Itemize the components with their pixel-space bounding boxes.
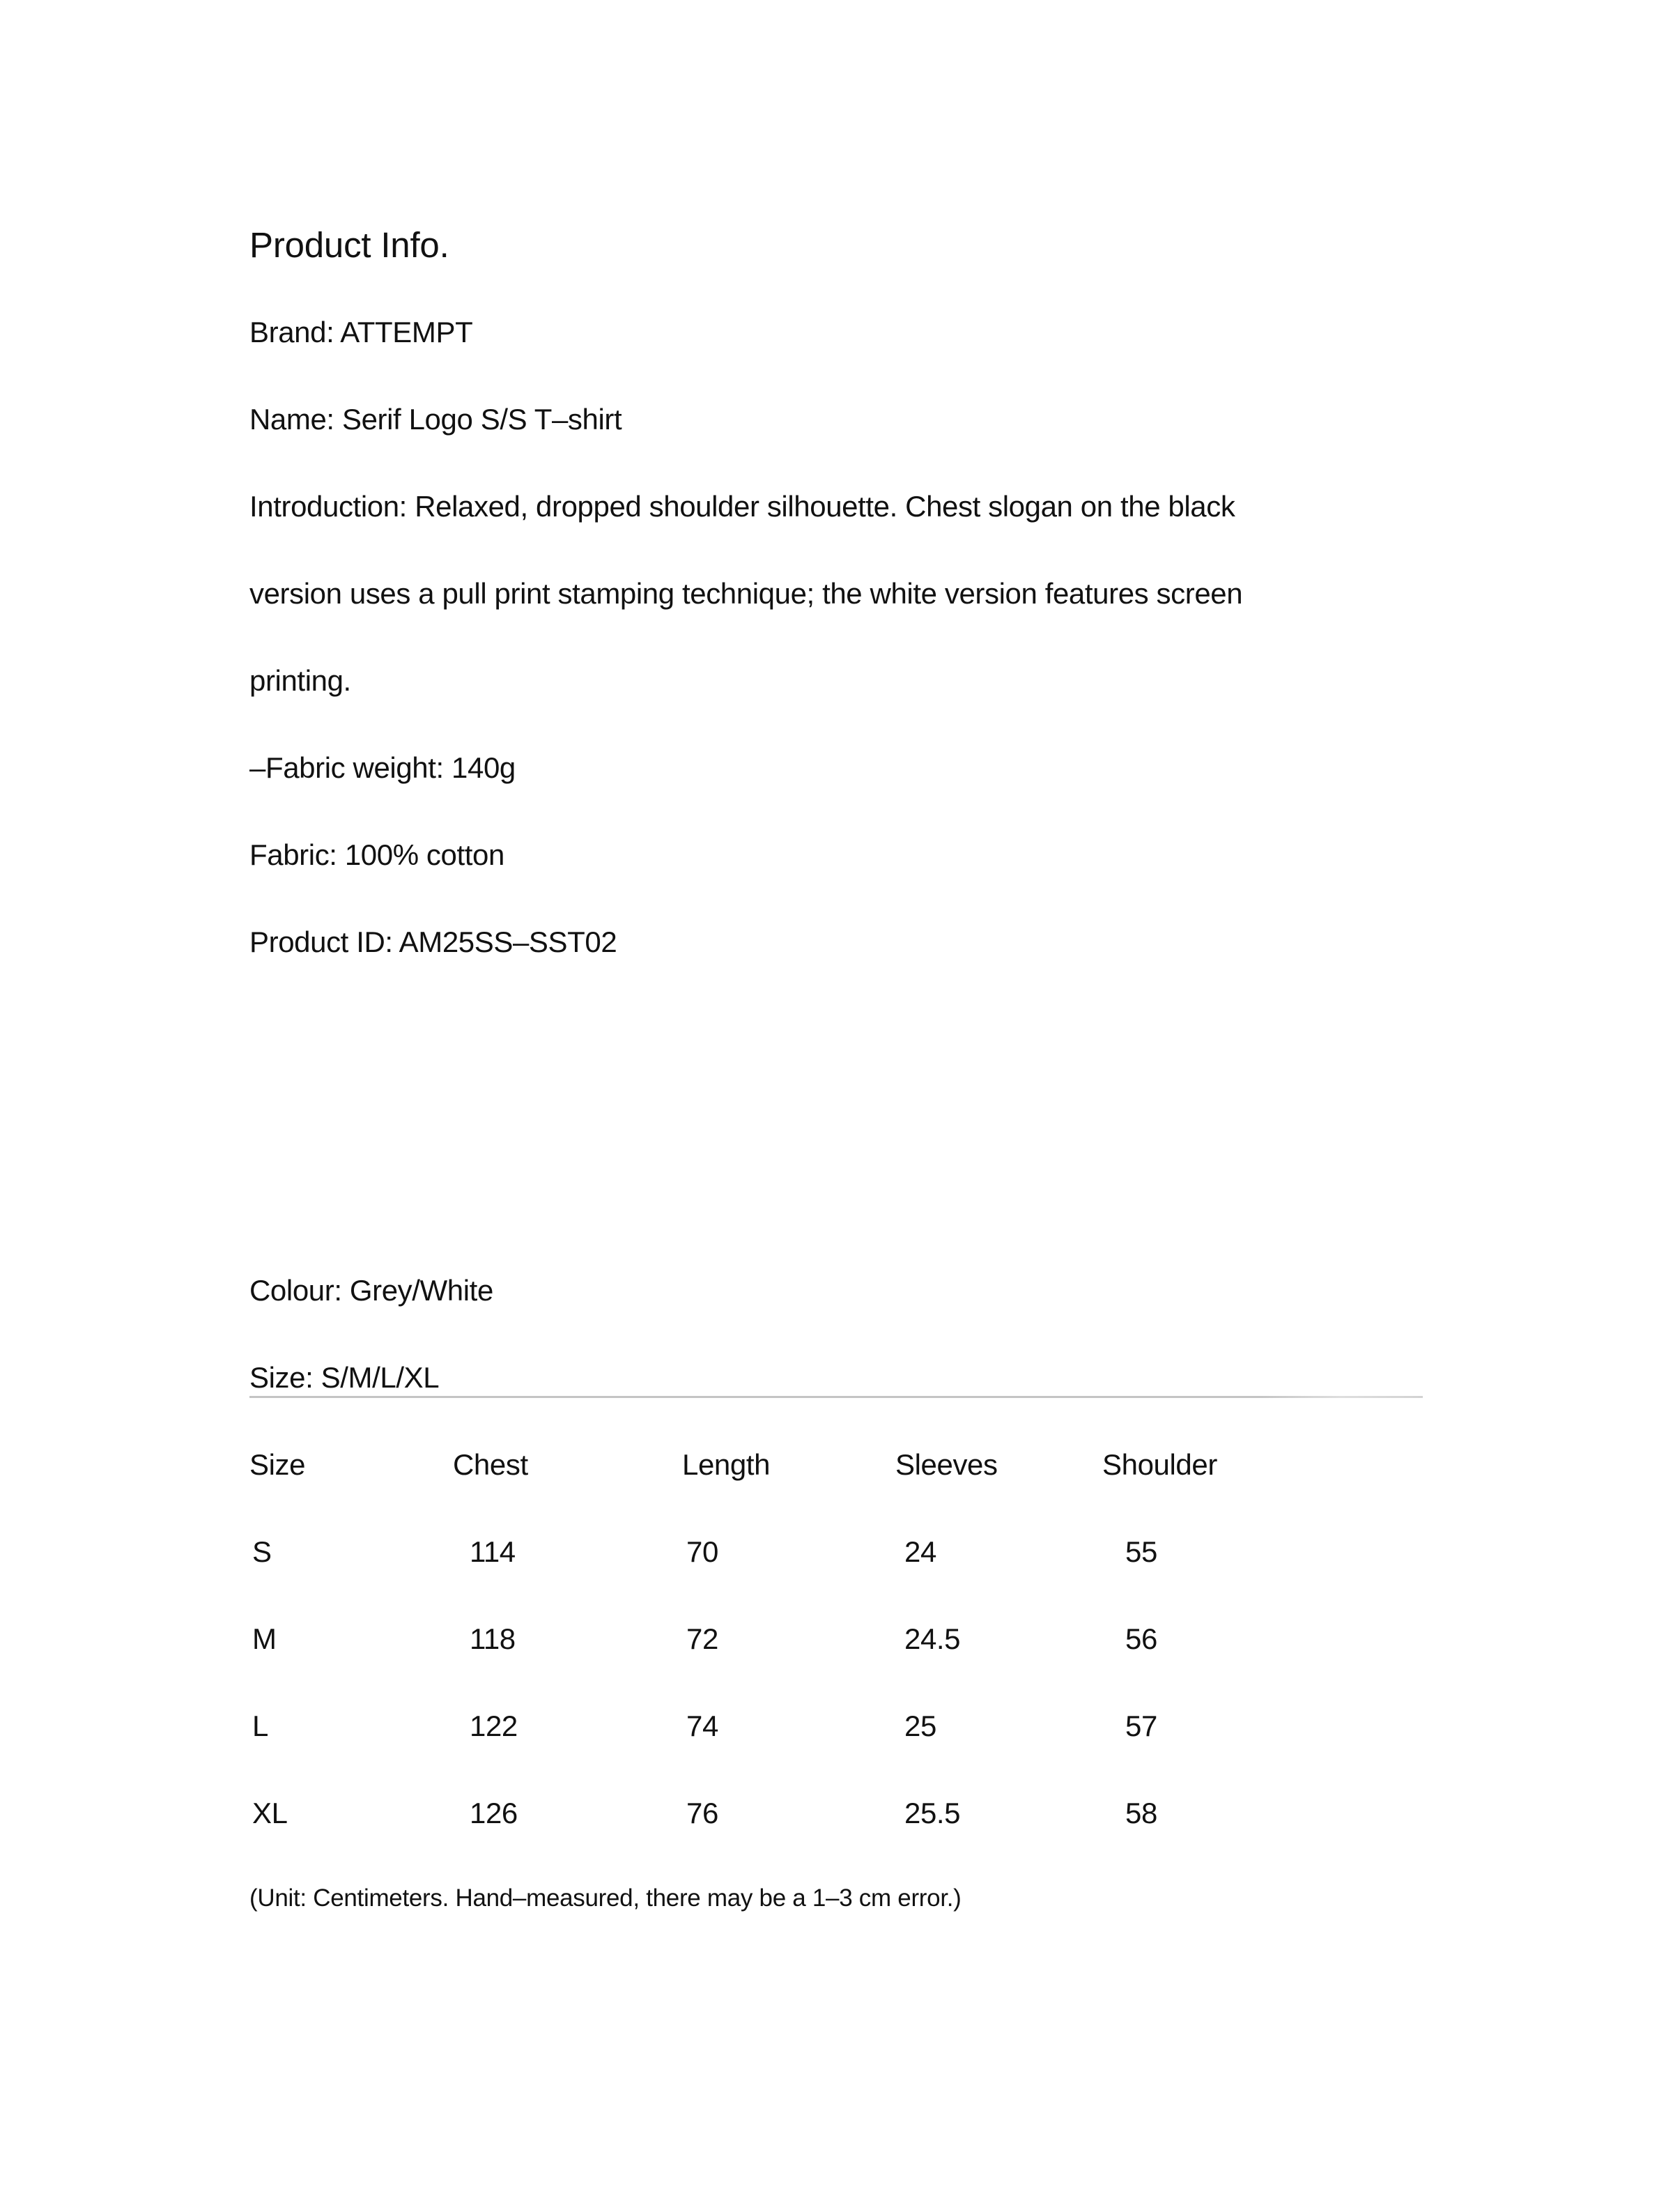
table-header-chest: Chest <box>453 1448 528 1481</box>
table-header-size: Size <box>249 1448 306 1481</box>
introduction-line-2: version uses a pull print stamping technique; the white version features screen <box>249 577 1243 610</box>
table-cell-shoulder: 57 <box>1125 1710 1157 1742</box>
table-header-sleeves: Sleeves <box>895 1448 998 1481</box>
table-cell-length: 76 <box>686 1797 718 1829</box>
table-cell-sleeves: 24 <box>904 1535 936 1568</box>
table-cell-size: XL <box>252 1797 288 1829</box>
page-title: Product Info. <box>249 225 449 265</box>
table-cell-shoulder: 55 <box>1125 1535 1157 1568</box>
size-table-header-row <box>0 1448 1659 1490</box>
brand-line: Brand: ATTEMPT <box>249 316 473 348</box>
table-cell-size: S <box>252 1535 272 1568</box>
table-cell-shoulder: 58 <box>1125 1797 1157 1829</box>
table-cell-chest: 114 <box>470 1535 516 1568</box>
fabric-line: Fabric: 100% cotton <box>249 838 504 871</box>
introduction-line-1: Introduction: Relaxed, dropped shoulder silhouette. Chest slogan on the black <box>249 490 1235 523</box>
table-row-m <box>0 1622 1659 1664</box>
table-cell-sleeves: 25 <box>904 1710 936 1742</box>
product-name-line: Name: Serif Logo S/S T–shirt <box>249 403 622 436</box>
table-cell-length: 74 <box>686 1710 718 1742</box>
table-row-xl <box>0 1797 1659 1838</box>
table-cell-sleeves: 25.5 <box>904 1797 961 1829</box>
introduction-line-3: printing. <box>249 664 351 697</box>
table-cell-length: 72 <box>686 1622 718 1655</box>
table-header-shoulder: Shoulder <box>1102 1448 1217 1481</box>
table-cell-sleeves: 24.5 <box>904 1622 961 1655</box>
table-cell-chest: 126 <box>470 1797 518 1829</box>
table-cell-chest: 118 <box>470 1622 516 1655</box>
table-cell-length: 70 <box>686 1535 718 1568</box>
table-cell-size: L <box>252 1710 268 1742</box>
table-row-s <box>0 1535 1659 1577</box>
unit-footnote: (Unit: Centimeters. Hand–measured, there may be a 1–3 cm error.) <box>249 1884 962 1912</box>
product-id-line: Product ID: AM25SS–SST02 <box>249 925 617 958</box>
table-cell-shoulder: 56 <box>1125 1622 1157 1655</box>
colour-line: Colour: Grey/White <box>249 1274 493 1307</box>
table-cell-chest: 122 <box>470 1710 518 1742</box>
table-row-l <box>0 1710 1659 1751</box>
size-line: Size: S/M/L/XL <box>249 1361 440 1394</box>
table-cell-size: M <box>252 1622 277 1655</box>
table-top-divider <box>249 1396 1423 1398</box>
table-header-length: Length <box>682 1448 771 1481</box>
fabric-weight-line: –Fabric weight: 140g <box>249 751 516 784</box>
